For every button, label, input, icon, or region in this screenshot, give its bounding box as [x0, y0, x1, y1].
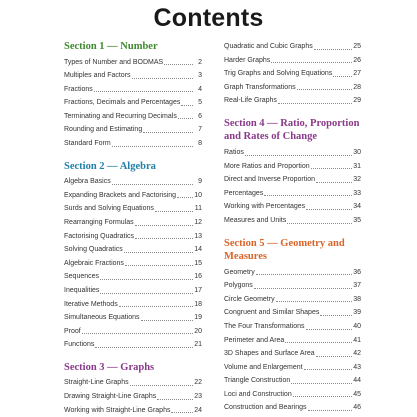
toc-entry-title: Simultaneous Equations [64, 314, 140, 322]
dot-leader [100, 293, 193, 294]
toc-entry-page: 36 [353, 268, 361, 276]
toc-entry-title: Types of Number and BODMAS [64, 58, 164, 66]
toc-entry[interactable] [224, 54, 361, 68]
dot-leader [291, 383, 352, 384]
toc-entry-title: The Four Transformations [224, 322, 305, 330]
dot-leader [135, 238, 193, 239]
toc-entry-page: 30 [353, 148, 361, 156]
toc-entry-title: Construction and Bearings [224, 404, 307, 412]
toc-entry-title: Solving Quadratics [64, 246, 123, 254]
toc-entry-page: 25 [353, 43, 361, 50]
toc-entry-title: Rounding and Estimating [64, 126, 143, 134]
toc-entry-title: Harder Graphs [224, 56, 271, 64]
dot-leader [316, 356, 352, 357]
toc-entry-title: Triangle Construction [224, 377, 291, 385]
dot-leader [285, 342, 352, 343]
toc-entry-page: 14 [194, 246, 202, 254]
toc-entry-title: More Ratios and Proportion [224, 162, 310, 170]
toc-entry[interactable] [224, 361, 361, 375]
toc-entry-title: Standard Form [64, 140, 111, 148]
toc-entry[interactable] [224, 160, 361, 174]
toc-entry-page: 19 [194, 314, 202, 322]
toc-entry-title: 3D Shapes and Surface Area [224, 350, 315, 358]
dot-leader [333, 76, 352, 77]
toc-entry-title: Percentages [224, 189, 264, 197]
toc-entry-page: 9 [198, 178, 202, 186]
toc-entry-page: 21 [194, 341, 202, 349]
toc-entry-page: 4 [198, 85, 202, 93]
toc-entry[interactable] [224, 94, 361, 108]
toc-entry-page: 44 [353, 377, 361, 385]
toc-entry[interactable] [64, 110, 202, 124]
toc-entry-page: 46 [353, 404, 361, 412]
toc-entry-page: 3 [198, 72, 202, 80]
toc-entry-title: Functions [64, 341, 95, 349]
toc-entry-page: 5 [198, 99, 202, 107]
toc-entry-title: Working with Straight-Line Graphs [64, 406, 171, 414]
dot-leader [177, 197, 193, 198]
section-heading: Section 4 — Ratio, Proportion and Rates of Change [224, 117, 360, 143]
toc-entry[interactable] [64, 230, 202, 244]
toc-entry-title: Graph Transformations [224, 83, 296, 91]
toc-entry-title: Perimeter and Area [224, 336, 285, 344]
dot-leader [316, 182, 352, 183]
dot-leader [297, 89, 352, 90]
toc-entry[interactable] [64, 137, 202, 151]
toc-entry-title: Straight-Line Graphs [64, 379, 129, 387]
toc-column-left [64, 40, 202, 417]
toc-entry-title: Direct and Inverse Proportion [224, 176, 316, 184]
dot-leader [304, 369, 352, 370]
toc-entry[interactable] [64, 325, 202, 339]
toc-section [64, 361, 202, 417]
dot-leader [171, 412, 193, 413]
toc-entry-page: 18 [194, 300, 202, 308]
toc-entry-page: 17 [194, 286, 202, 294]
toc-entry-page: 24 [194, 406, 202, 414]
toc-entry[interactable] [224, 388, 361, 402]
toc-entry[interactable] [224, 40, 361, 54]
dot-leader [157, 399, 193, 400]
toc-entry[interactable] [64, 189, 202, 203]
dot-leader [112, 184, 193, 185]
toc-entry-title: Proof [64, 327, 81, 335]
dot-leader [287, 223, 352, 224]
toc-entry[interactable] [64, 311, 202, 325]
dot-leader [178, 118, 193, 119]
toc-entry-page: 27 [353, 70, 361, 78]
dot-leader [164, 64, 193, 65]
section-heading: Section 1 — Number [64, 41, 158, 52]
toc-entry-page: 12 [194, 218, 202, 226]
section-heading: Section 2 — Algebra [64, 160, 156, 172]
toc-entry-title: Drawing Straight-Line Graphs [64, 392, 157, 400]
toc-entry[interactable] [64, 56, 202, 70]
toc-entry-title: Factorising Quadratics [64, 232, 135, 240]
toc-entry[interactable] [224, 279, 361, 293]
toc-entry[interactable] [64, 298, 202, 312]
toc-entry-title: Circle Geometry [224, 295, 275, 303]
dot-leader [276, 301, 352, 302]
dot-leader [155, 211, 193, 212]
toc-entry-title: Geometry [224, 268, 255, 276]
toc-entry-page: 2 [198, 58, 202, 66]
toc-entry[interactable] [224, 146, 361, 160]
toc-entry[interactable] [64, 404, 202, 417]
toc-section [224, 40, 361, 108]
toc-section [224, 237, 361, 416]
toc-entry-title: Working with Percentages [224, 203, 306, 211]
toc-entry[interactable] [64, 202, 202, 216]
dot-leader [100, 279, 193, 280]
toc-entry-page: 13 [194, 232, 202, 240]
toc-entry-title: Inequalities [64, 286, 100, 294]
toc-section [64, 160, 202, 352]
section-gap [64, 352, 202, 361]
toc-entry[interactable] [224, 306, 361, 320]
toc-entry[interactable] [224, 347, 361, 361]
dot-leader [132, 78, 193, 79]
toc-entry[interactable] [64, 243, 202, 257]
toc-entry-page: 41 [353, 336, 361, 344]
toc-entry[interactable] [64, 284, 202, 298]
toc-entry[interactable] [224, 334, 361, 348]
toc-entry[interactable] [64, 390, 202, 404]
toc-entry-page: 42 [353, 350, 361, 358]
toc-entry-title: Expanding Brackets and Factorising [64, 191, 177, 199]
toc-entry-page: 32 [353, 176, 361, 184]
dot-leader [135, 225, 193, 226]
section-gap [224, 108, 361, 117]
toc-entry-page: 38 [353, 295, 361, 303]
toc-entry-title: Surds and Solving Equations [64, 205, 154, 213]
toc-entry-title: Volume and Enlargement [224, 363, 303, 371]
section-gap [64, 151, 202, 160]
toc-entry[interactable] [224, 200, 361, 214]
dot-leader [278, 103, 352, 104]
toc-entry[interactable] [224, 67, 361, 81]
dot-leader [130, 385, 193, 386]
toc-entry[interactable] [64, 123, 202, 137]
section-gap [224, 228, 361, 237]
dot-leader [143, 132, 193, 133]
toc-entry-title: Fractions [64, 85, 93, 93]
toc-entry[interactable] [224, 214, 361, 228]
toc-entry-page: 34 [353, 203, 361, 211]
toc-entry-page: 39 [353, 309, 361, 317]
toc-entry[interactable] [224, 374, 361, 388]
dot-leader [311, 168, 352, 169]
toc-entry[interactable] [224, 320, 361, 334]
toc-entry-page: 7 [198, 126, 202, 134]
toc-entry-page: 35 [353, 216, 361, 224]
toc-entry[interactable] [224, 187, 361, 201]
dot-leader [119, 306, 193, 307]
toc-entry-page: 8 [198, 140, 202, 148]
toc-entry-title: Ratios [224, 148, 244, 156]
dot-leader [125, 265, 193, 266]
toc-entry-page: 29 [353, 97, 361, 105]
page-title: Contents [153, 4, 264, 32]
toc-entry-page: 15 [194, 259, 202, 267]
toc-entry-title: Multiples and Factors [64, 72, 131, 80]
toc-entry-page: 40 [353, 322, 361, 330]
dot-leader [94, 91, 193, 92]
toc-entry-title: Real-Life Graphs [224, 97, 277, 105]
dot-leader [254, 288, 352, 289]
toc-entry[interactable] [224, 173, 361, 187]
dot-leader [306, 209, 352, 210]
toc-entry[interactable] [64, 270, 202, 284]
dot-leader [264, 195, 352, 196]
toc-entry[interactable] [64, 257, 202, 271]
toc-entry-page: 33 [353, 189, 361, 197]
section-heading: Section 3 — Graphs [64, 361, 155, 373]
toc-entry-title: Fractions, Decimals and Percentages [64, 99, 181, 107]
toc-column-right [224, 40, 361, 415]
toc-entry-title: Trig Graphs and Solving Equations [224, 70, 333, 78]
toc-entry-title: Algebraic Fractions [64, 259, 124, 267]
dot-leader [124, 252, 193, 253]
toc-entry-page: 10 [194, 191, 202, 199]
dot-leader [141, 320, 194, 321]
toc-entry[interactable] [64, 96, 202, 110]
toc-entry[interactable] [64, 69, 202, 83]
toc-entry[interactable] [224, 266, 361, 280]
dot-leader [314, 49, 352, 50]
toc-entry-title: Measures and Units [224, 216, 287, 224]
dot-leader [320, 315, 352, 316]
toc-section [64, 40, 202, 151]
toc-entry-page: 45 [353, 390, 361, 398]
dot-leader [271, 62, 352, 63]
dot-leader [245, 155, 352, 156]
toc-entry-page: 23 [194, 392, 202, 400]
toc-entry-page: 43 [353, 363, 361, 371]
toc-entry-title: Algebra Basics [64, 178, 111, 186]
toc-entry-title: Terminating and Recurring Decimals [64, 112, 177, 120]
toc-entry-page: 6 [198, 112, 202, 120]
dot-leader [82, 333, 193, 334]
toc-entry[interactable] [224, 81, 361, 95]
toc-entry-page: 28 [353, 83, 361, 91]
toc-entry-page: 20 [194, 327, 202, 335]
toc-entry-title: Quadratic and Cubic Graphs [224, 43, 313, 50]
toc-entry-title: Iterative Methods [64, 300, 118, 308]
toc-section [224, 117, 361, 228]
section-heading: Section 5 — Geometry and Measures [224, 237, 345, 263]
toc-entry-page: 37 [353, 282, 361, 290]
toc-entry[interactable] [224, 293, 361, 307]
dot-leader [181, 105, 193, 106]
toc-entry-title: Polygons [224, 282, 253, 290]
toc-entry-page: 22 [194, 379, 202, 387]
toc-entry-page: 16 [194, 273, 202, 281]
dot-leader [95, 347, 193, 348]
toc-entry-title: Congruent and Similar Shapes [224, 309, 320, 317]
toc-entry[interactable] [64, 376, 202, 390]
dot-leader [308, 410, 353, 411]
toc-entry[interactable] [64, 338, 202, 352]
toc-entry-page: 26 [353, 56, 361, 64]
toc-entry[interactable] [224, 401, 361, 415]
toc-entry[interactable] [64, 216, 202, 230]
toc-entry-title: Sequences [64, 273, 100, 281]
dot-leader [293, 396, 352, 397]
toc-entry-title: Loci and Construction [224, 390, 292, 398]
toc-entry-title: Rearranging Formulas [64, 218, 134, 226]
toc-entry-page: 11 [194, 205, 202, 213]
toc-entry[interactable] [64, 175, 202, 189]
dot-leader [256, 274, 352, 275]
toc-entry[interactable] [64, 83, 202, 97]
dot-leader [306, 329, 352, 330]
dot-leader [112, 146, 193, 147]
toc-entry-page: 31 [353, 162, 361, 170]
